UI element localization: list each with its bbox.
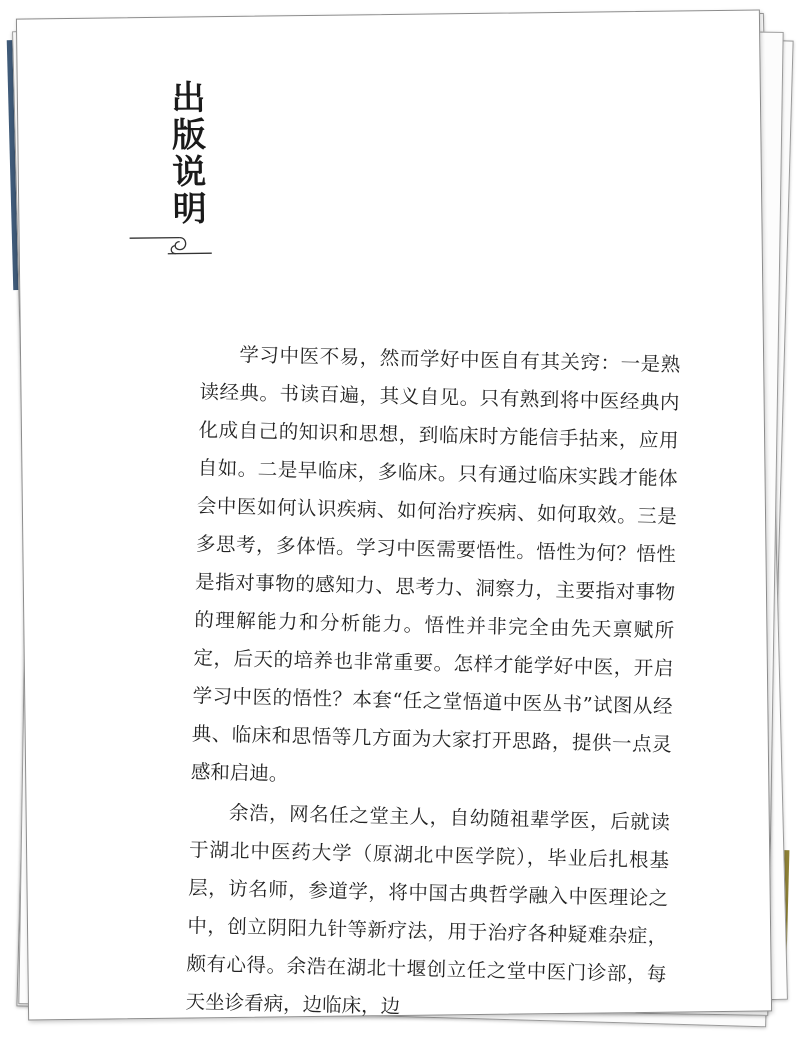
paragraph-2: 余浩，网名任之堂主人，自幼随祖辈学医，后就读于湖北中医药大学（原湖北中医学院），毕业后扎根基层，访名师，参道学，将中国古典哲学融入中医理论之中，创立阴阳九针等新疗法，用于治疗各种疑难杂症，颇有心得。余浩在湖北十堰创立任之堂中医门诊部，每天坐诊看病，边临床，边 bbox=[185, 801, 671, 1019]
page-title: 出版说明 bbox=[164, 79, 207, 228]
body-text bbox=[185, 335, 680, 1032]
paragraph-1: 学习中医不易，然而学好中医自有其关窍：一是熟读经典。书读百遍，其义自见。只有熟到将中医经典内化成自己的知识和思想，到临床时方能信手拈来，应用自如。二是早临床，多临床。只有通过临床实践才能体会中医如何认识疾病、如何治疗疾病、如何取效。三是多思考，多体悟。学习中医需要悟性。悟性为何？悟性是指对事物的感知力、思考力、洞察力，主要指对事物的理解能力和分析能力。悟性并非完全由先天禀赋所定，后天的培养也非常重要。怎样才能学好中医，开启学习中医的悟性？本套“任之堂悟道中医丛书”试图从经典、临床和思悟等几方面为大家打开思路，提供一点灵感和启迪。 bbox=[190, 343, 681, 786]
title-ornament bbox=[128, 229, 214, 260]
document-page bbox=[16, 9, 772, 1020]
